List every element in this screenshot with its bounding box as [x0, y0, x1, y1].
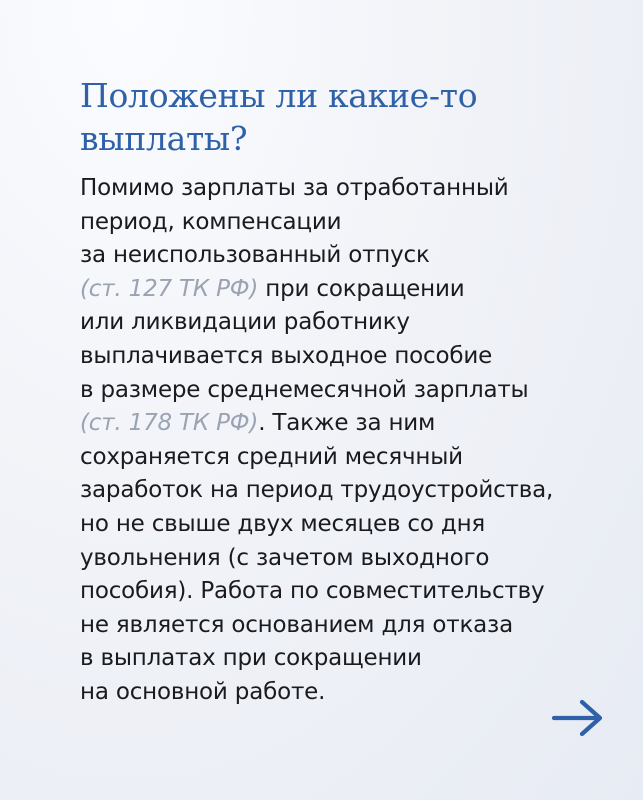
body-line: заработок на период трудоустройства,: [80, 477, 554, 504]
law-reference: (ст. 127 ТК РФ): [80, 275, 259, 302]
body-fragment: при сокращении: [258, 275, 465, 302]
page-title: [80, 74, 600, 160]
body-line: Помимо зарплаты за отработанный: [80, 175, 509, 201]
body-line: или ликвидации работнику: [80, 309, 410, 336]
body-line: выплачивается выходное пособие: [80, 342, 493, 369]
body-line: пособия). Работа по совместительству: [80, 578, 545, 605]
body-line: период, компенсации: [80, 208, 342, 235]
title-line: Положены ли какие-то: [80, 76, 478, 115]
body-fragment: . Также за ним: [258, 410, 436, 437]
body-line: [80, 407, 620, 441]
body-line: но не свыше двух месяцев со дня: [80, 510, 486, 537]
law-reference: (ст. 178 ТК РФ): [80, 410, 259, 437]
body-line: в выплатах при сокращении: [80, 645, 422, 672]
body-line: за неиспользованный отпуск: [80, 242, 430, 269]
body-line: на основной работе.: [80, 678, 326, 705]
arrow-right-icon[interactable]: [550, 694, 606, 742]
body-line: не является основанием для отказа: [80, 611, 513, 638]
body-line: сохраняется средний месячный: [80, 443, 463, 470]
body-line: увольнения (с зачетом выходного: [80, 544, 490, 571]
body-line: [80, 273, 620, 307]
title-line: выплаты?: [80, 119, 248, 158]
body-paragraph: [80, 172, 620, 710]
body-line: в размере среднемесячной зарплаты: [80, 376, 529, 403]
arrow-right-icon-graphic: [550, 694, 606, 742]
